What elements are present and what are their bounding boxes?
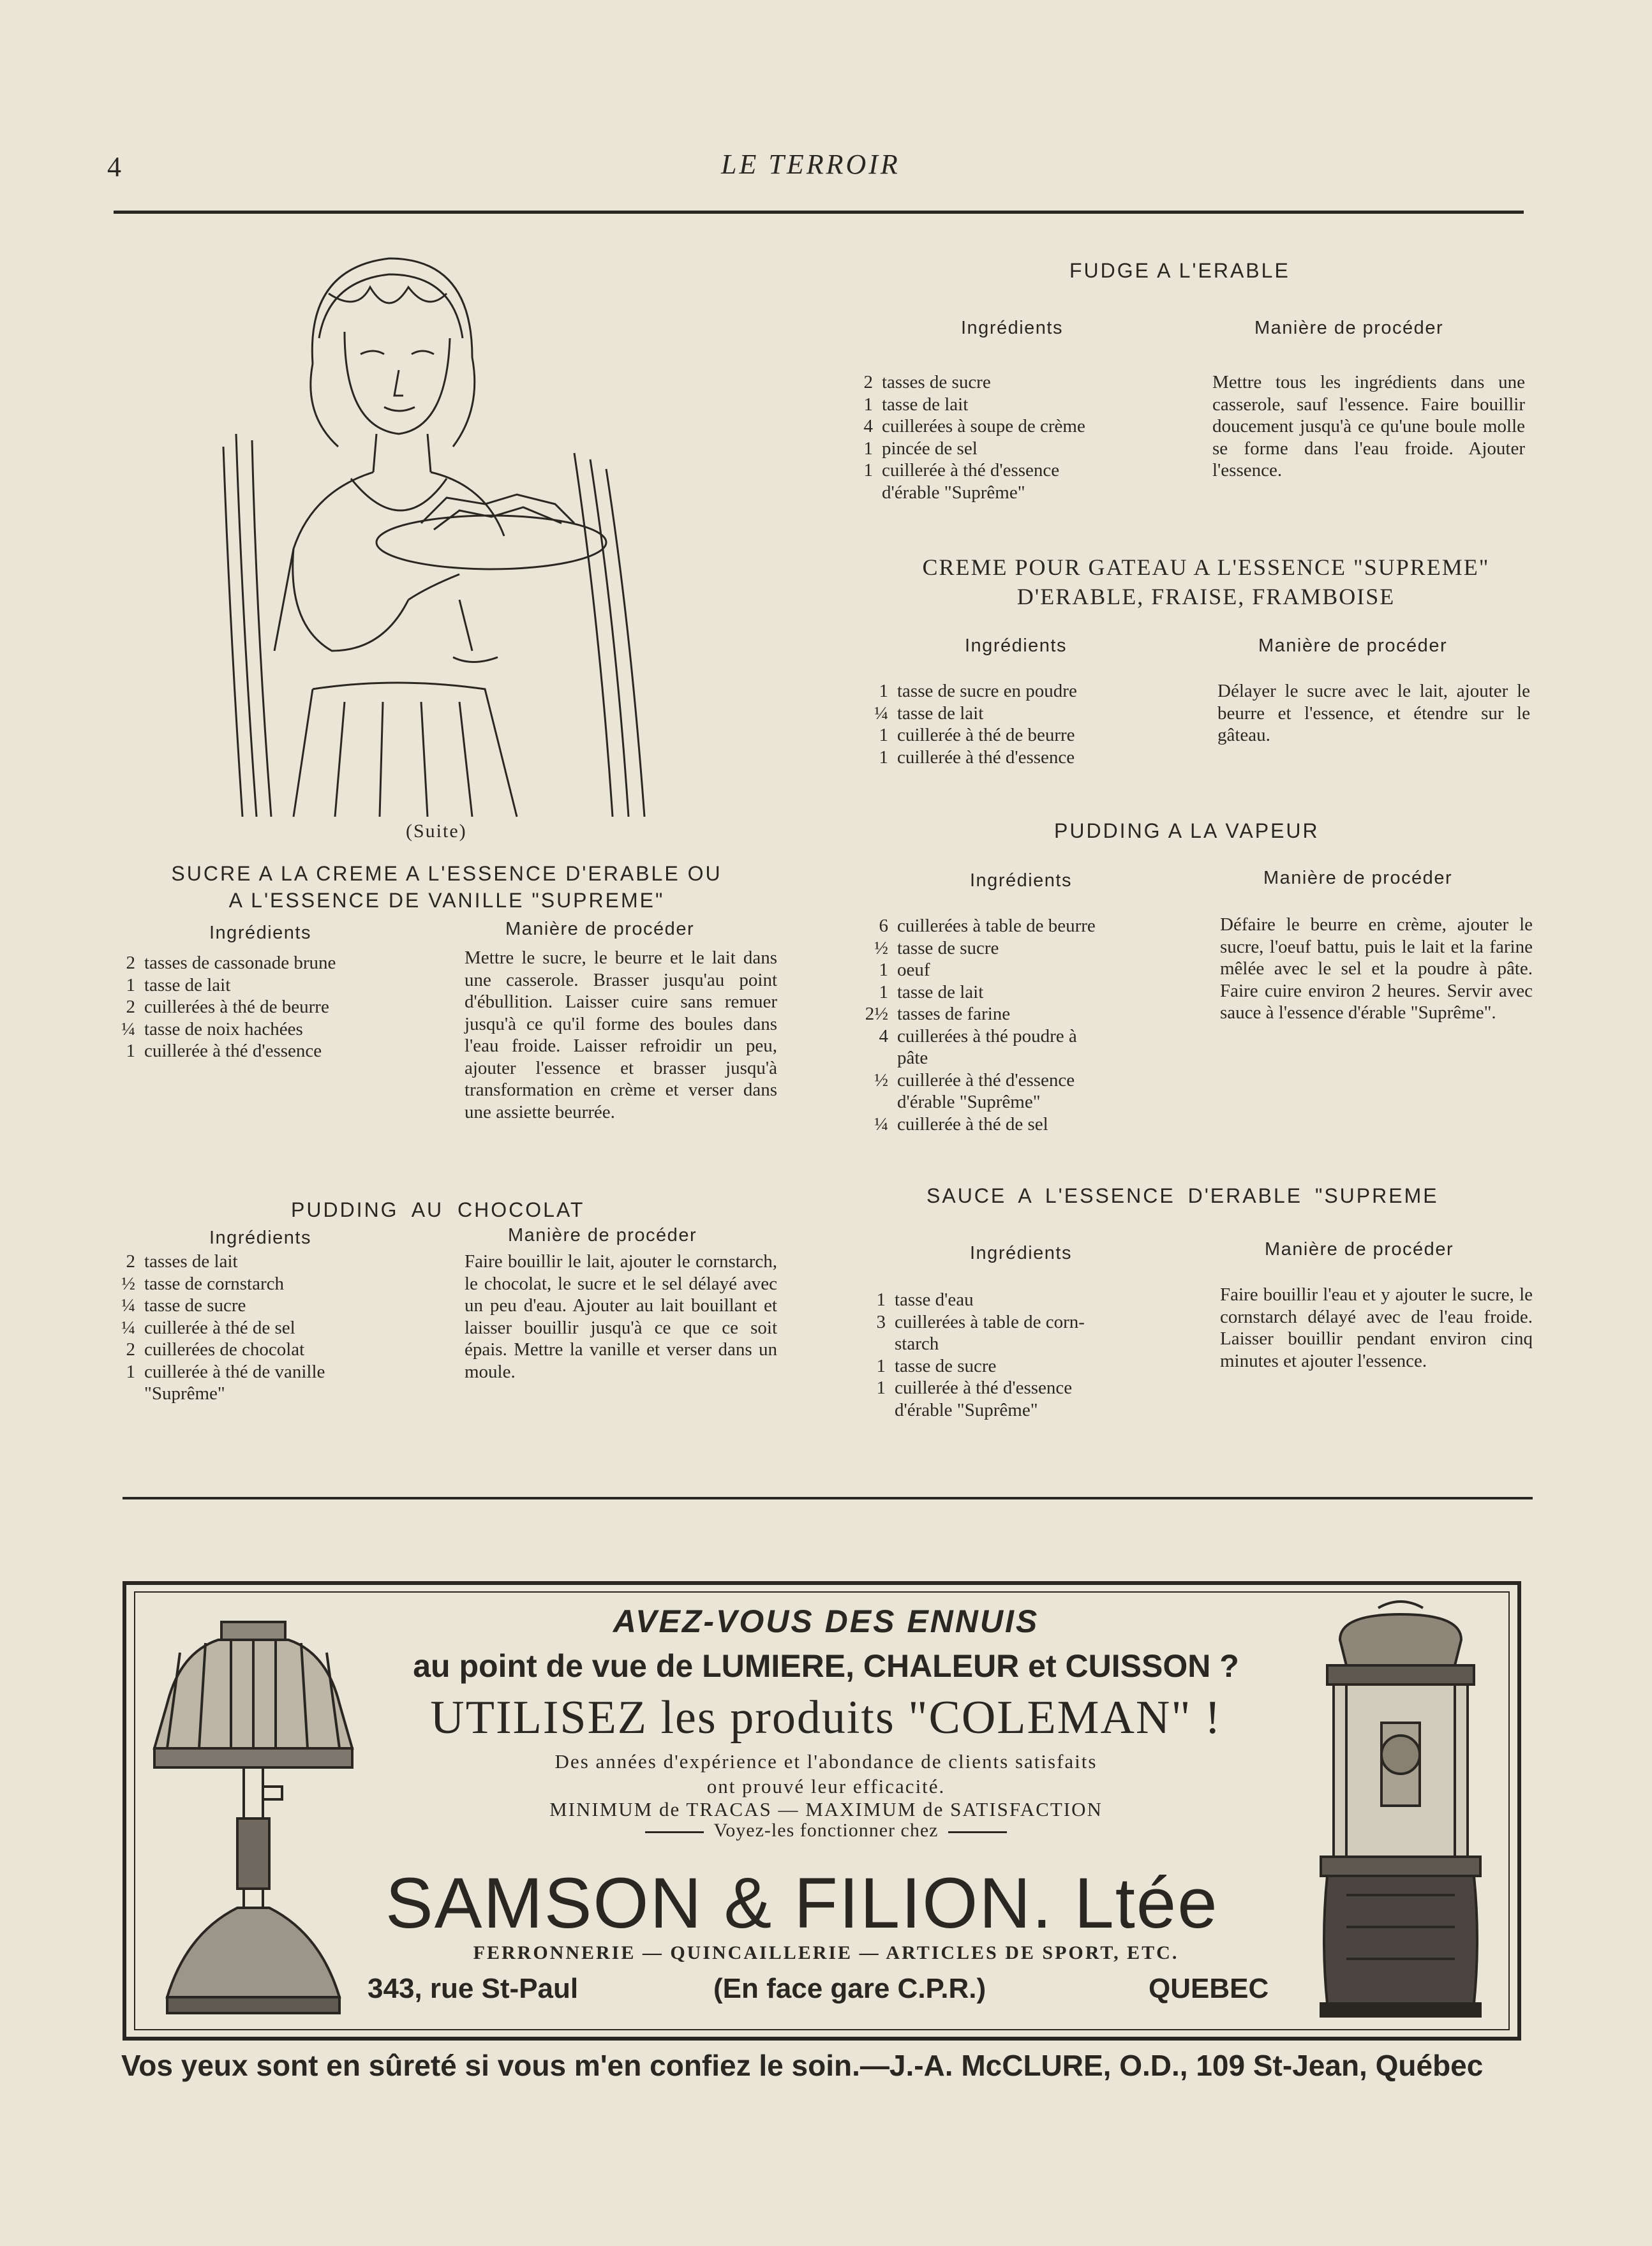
- ingredient-line: ¼ cuillerée à thé de sel: [874, 1113, 1048, 1134]
- creme-ingredient-list: [864, 680, 1196, 768]
- ingredient-line: d'érable "Suprême": [882, 482, 1025, 503]
- ingredient-line: pâte: [897, 1048, 928, 1068]
- ingredient-line: 1 cuillerée à thé d'essence: [126, 1041, 322, 1061]
- ad-city: QUEBEC: [1149, 1973, 1269, 2004]
- ingredient-line: 1 oeuf: [879, 960, 930, 980]
- ingredient-line: 1 tasse de lait: [863, 394, 969, 415]
- ad-testimonial-line1: Des années d'expérience et l'abondance de clients satisfaits: [554, 1750, 1098, 1773]
- ad-location-note: (En face gare C.P.R.): [713, 1973, 986, 2004]
- woman-with-tray-illustration: [217, 242, 670, 823]
- ingredient-line: ¼ tasse de lait: [874, 703, 984, 724]
- ingredient-line: 1 tasse de lait: [126, 974, 231, 995]
- vapeur-ingredient-list: [864, 915, 1196, 1135]
- creme-method-heading: Manière de procéder: [1258, 636, 1448, 656]
- fudge-ingredients-heading: Ingrédients: [961, 318, 1063, 338]
- ingredient-line: ½ cuillerée à thé d'essence: [874, 1069, 1075, 1090]
- vapeur-method-heading: Manière de procéder: [1263, 868, 1453, 888]
- ingredient-line: 1 cuillerée à thé d'essence: [876, 1378, 1073, 1398]
- chocolat-method-text: Faire bouillir le lait, ajouter le cornstarch, le chocolat, le sucre et le sel délayé avec un peu d'eau. Ajouter au lait bouillant et laisser bouillir jusqu'à ce que ce soit épais. Mettre la vanille et verser dans un moule.: [465, 1251, 777, 1382]
- ingredient-line: ½ tasse de cornstarch: [121, 1273, 285, 1294]
- ingredient-line: 6 cuillerées à table de beurre: [879, 916, 1096, 936]
- dash-rule: [645, 1831, 704, 1833]
- ad-see-them: [0, 1820, 1652, 1841]
- recipe-title-sauce: SAUCE A L'ESSENCE D'ERABLE "SUPREME: [926, 1184, 1439, 1207]
- ad-headline: AVEZ-VOUS DES ENNUIS: [613, 1603, 1039, 1639]
- vapeur-ingredients-heading: Ingrédients: [970, 870, 1072, 891]
- ingredient-line: 2 cuillerées à thé de beurre: [126, 997, 329, 1017]
- ingredient-line: 2 tasses de cassonade brune: [126, 953, 336, 973]
- recipe-title-sucre-line2: A L'ESSENCE DE VANILLE "SUPREME": [228, 889, 665, 912]
- ingredient-line: ½ tasse de sucre: [874, 937, 999, 958]
- ingredient-line: ¼ tasse de sucre: [121, 1295, 246, 1316]
- ingredient-line: d'érable "Suprême": [897, 1092, 1041, 1112]
- recipe-title-pudding-vapeur: PUDDING A LA VAPEUR: [1054, 819, 1320, 842]
- dash-rule: [948, 1831, 1007, 1833]
- fudge-method-text: Mettre tous les ingrédients dans une casserole, sauf l'essence. Faire bouillir doucement jusqu'à ce qu'une boule molle se forme dans l'eau froide. Ajouter l'essence.: [1212, 372, 1525, 480]
- ingredient-line: "Suprême": [144, 1383, 225, 1404]
- sucre-ingredient-list: [111, 952, 449, 1062]
- sauce-method-text: Faire bouillir l'eau et y ajouter le sucre, le cornstarch délayé avec de l'eau froide. Laisser bouillir pendant environ cinq minutes et ajouter l'essence.: [1220, 1284, 1533, 1371]
- ingredient-line: 1 tasse de sucre: [876, 1355, 997, 1376]
- sauce-method-heading: Manière de procéder: [1265, 1239, 1454, 1260]
- ingredient-line: 2 cuillerées de chocolat: [126, 1339, 305, 1360]
- ingredient-line: 4 cuillerées à thé poudre à: [879, 1025, 1077, 1046]
- ad-subheadline: au point de vue de LUMIERE, CHALEUR et CUISSON ?: [413, 1648, 1239, 1684]
- ad-coleman-slogan: UTILISEZ les produits "COLEMAN" !: [430, 1692, 1222, 1744]
- chocolat-ingredient-list: [111, 1251, 449, 1405]
- sucre-method-text: Mettre le sucre, le beurre et le lait dans une casserole. Brasser jusqu'au point d'ébullition. Laisser cuire sans remuer jusqu'à ce qu'il forme des boules dans l'eau froide. Laisser refroidir un peu, ajouter l'essence et brasser jusqu'à transformation en crème et verser dans une assiette beurrée.: [465, 948, 777, 1122]
- ad-testimonial: [0, 1750, 1652, 1774]
- creme-method-text: Délayer le sucre avec le lait, ajouter le beurre et l'essence, et étendre sur le gâteau.: [1217, 681, 1530, 745]
- ingredient-line: 3 cuillerées à table de corn-: [876, 1311, 1085, 1332]
- ingredient-line: 1 cuillerée à thé d'essence: [863, 460, 1060, 480]
- chocolat-method-heading: Manière de procéder: [508, 1225, 697, 1246]
- ad-see-them-text: Voyez-les fonctionner chez: [713, 1820, 939, 1841]
- ingredient-line: ¼ tasse de noix hachées: [121, 1018, 303, 1039]
- recipe-title-creme-line2: D'ERABLE, FRAISE, FRAMBOISE: [1016, 584, 1395, 609]
- fudge-ingredient-list: [849, 371, 1193, 503]
- recipe-title-sucre: [128, 860, 766, 914]
- ingredient-line: 1 tasse de lait: [879, 981, 984, 1002]
- header-rule: [114, 211, 1524, 214]
- chocolat-ingredients-heading: Ingrédients: [209, 1228, 311, 1248]
- page-number: 4: [107, 151, 121, 182]
- footer-advertisement: Vos yeux sont en sûreté si vous m'en confiez le soin.—J.-A. McCLURE, O.D., 109 St-Jean, Québec: [121, 2049, 1484, 2082]
- ingredient-line: 2½ tasses de farine: [865, 1004, 1011, 1024]
- ad-testimonial-line2: ont prouvé leur efficacité.: [706, 1775, 946, 1797]
- creme-ingredients-heading: Ingrédients: [965, 636, 1067, 656]
- ingredient-line: ¼ cuillerée à thé de sel: [121, 1317, 295, 1338]
- fudge-method-heading: Manière de procéder: [1254, 318, 1444, 338]
- ad-trades: FERRONNERIE — QUINCAILLERIE — ARTICLES DE SPORT, ETC.: [473, 1942, 1179, 1963]
- vapeur-method-text: Défaire le beurre en crème, ajouter le sucre, l'oeuf battu, puis le lait et la farine mêlée avec le sel et la poudre à pâte. Faire cuire environ 2 heures. Servir avec sauce à l'essence d'érable "Suprême".: [1220, 914, 1533, 1023]
- ad-minimum-maximum: MINIMUM de TRACAS — MAXIMUM de SATISFACTION: [549, 1798, 1103, 1820]
- ingredient-line: starch: [895, 1334, 939, 1354]
- ingredient-line: d'érable "Suprême": [895, 1399, 1038, 1420]
- recipe-title-fudge: FUDGE A L'ERABLE: [1069, 259, 1290, 282]
- sauce-ingredients-heading: Ingrédients: [970, 1243, 1072, 1263]
- section-rule: [123, 1497, 1533, 1499]
- ingredient-line: 2 tasses de sucre: [863, 372, 991, 392]
- ingredient-line: 1 cuillerée à thé d'essence: [879, 747, 1075, 768]
- recipe-title-creme: [868, 553, 1544, 611]
- ingredient-line: 1 cuillerée à thé de vanille: [126, 1361, 325, 1382]
- ingredient-line: 4 cuillerées à soupe de crème: [863, 416, 1085, 436]
- ad-company-name: SAMSON & FILION. Ltée: [385, 1863, 1219, 1943]
- sucre-ingredients-heading: Ingrédients: [209, 923, 311, 943]
- ingredient-line: 1 tasse de sucre en poudre: [879, 681, 1077, 701]
- sucre-method-heading: Manière de procéder: [505, 919, 695, 939]
- ingredient-line: 1 pincée de sel: [863, 438, 978, 459]
- sauce-ingredient-list: [861, 1289, 1193, 1421]
- ad-address: 343, rue St-Paul: [368, 1973, 579, 2004]
- ingredient-line: 1 tasse d'eau: [876, 1290, 974, 1310]
- running-title: LE TERROIR: [721, 149, 900, 180]
- recipe-title-sucre-line1: SUCRE A LA CREME A L'ESSENCE D'ERABLE OU: [171, 862, 722, 885]
- ingredient-line: 1 cuillerée à thé de beurre: [879, 725, 1075, 745]
- illustration-caption: (Suite): [406, 821, 467, 842]
- ingredient-line: 2 tasses de lait: [126, 1251, 238, 1272]
- recipe-title-creme-line1: CREME POUR GATEAU A L'ESSENCE "SUPREME": [922, 554, 1490, 580]
- recipe-title-pudding-chocolat: PUDDING AU CHOCOLAT: [291, 1198, 585, 1221]
